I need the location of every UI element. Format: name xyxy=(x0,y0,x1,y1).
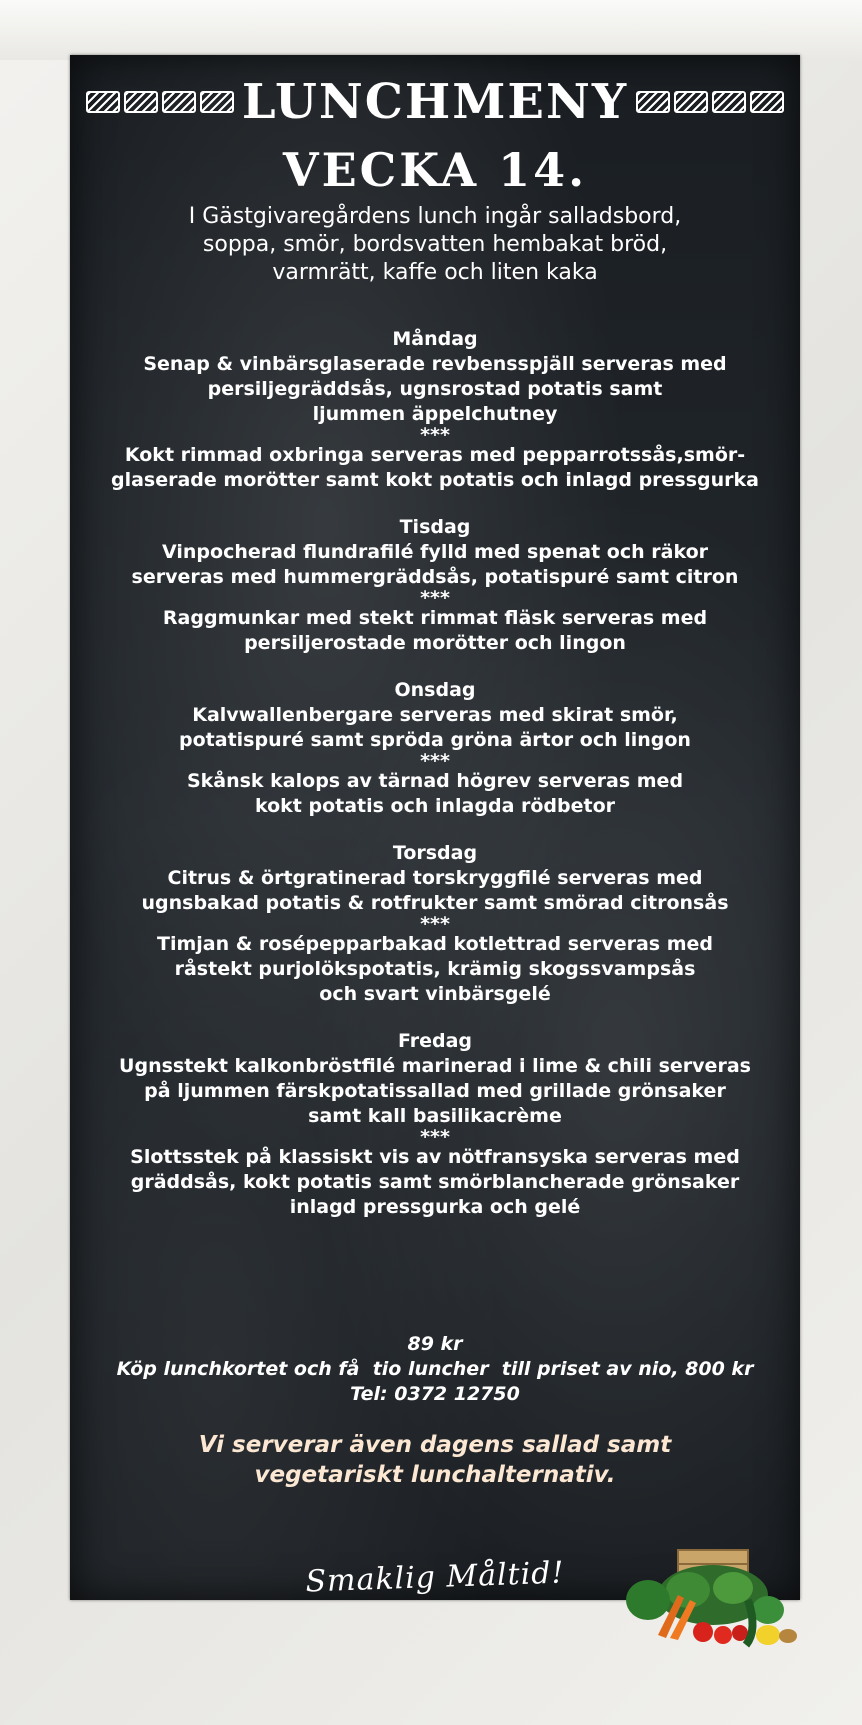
dish-line: Timjan & rosépepparbakad kotlettrad serveras med xyxy=(157,933,713,955)
dash-decoration xyxy=(712,91,746,113)
dash-decoration xyxy=(86,91,120,113)
dish-line: Kalvwallenbergare serveras med skirat smör, xyxy=(192,704,678,726)
dish-separator: *** xyxy=(420,750,450,772)
dish-separator: *** xyxy=(420,424,450,446)
dash-decoration xyxy=(750,91,784,113)
dash-decoration xyxy=(200,91,234,113)
dish-line: samt kall basilikacrème xyxy=(308,1105,562,1127)
day-name: Tisdag xyxy=(399,516,471,538)
dish-separator: *** xyxy=(420,1126,450,1148)
dish-line: gräddsås, kokt potatis samt smörblancherade grönsaker xyxy=(130,1171,740,1193)
dish-line: råstekt purjolökspotatis, krämig skogssvampsås xyxy=(174,958,696,980)
dish-line: kokt potatis och inlagda rödbetor xyxy=(254,795,616,817)
dish-line: potatispuré samt spröda gröna ärtor och lingon xyxy=(179,729,691,751)
intro-line: soppa, smör, bordsvatten hembakat bröd, xyxy=(202,232,668,257)
dish-line: persiljerostade morötter och lingon xyxy=(244,632,626,654)
day-name: Onsdag xyxy=(394,679,476,701)
price: 89 kr xyxy=(407,1333,463,1355)
extra-line: vegetariskt lunchalternativ. xyxy=(254,1462,616,1488)
intro-line: I Gästgivaregårdens lunch ingår salladsbord, xyxy=(188,204,682,229)
day-wednesday xyxy=(70,678,800,819)
dish-line: Raggmunkar med stekt rimmat fläsk serveras med xyxy=(162,607,708,629)
vegetable-basket-illustration xyxy=(618,1540,798,1650)
day-friday xyxy=(70,1029,800,1220)
dish-line: Slottsstek på klassiskt vis av nötfransyska serveras med xyxy=(130,1146,740,1168)
frame-top-shade xyxy=(0,0,862,60)
intro-text xyxy=(90,203,780,287)
dish-separator: *** xyxy=(420,913,450,935)
title-decoration-left xyxy=(86,91,234,113)
title-decoration-right xyxy=(636,91,784,113)
day-thursday xyxy=(70,841,800,1007)
pricing-info xyxy=(70,1332,800,1407)
dish-line: Citrus & örtgratinerad torskryggfilé serveras med xyxy=(167,867,703,889)
intro-line: varmrätt, kaffe och liten kaka xyxy=(272,260,598,285)
dash-decoration xyxy=(636,91,670,113)
day-tuesday xyxy=(70,515,800,656)
weekly-menu xyxy=(70,327,800,1242)
dish-line: persiljegräddsås, ugnsrostad potatis samt xyxy=(207,378,663,400)
dash-decoration xyxy=(124,91,158,113)
dish-separator: *** xyxy=(420,587,450,609)
day-name: Måndag xyxy=(392,328,478,350)
lunch-card-offer: Köp lunchkortet och få tio luncher till priset av nio, 800 kr xyxy=(116,1358,754,1380)
dish-line: och svart vinbärsgelé xyxy=(319,983,551,1005)
extra-line: Vi serverar även dagens sallad samt xyxy=(198,1432,672,1458)
dish-line: Kokt rimmad oxbringa serveras med pepparrotssås,smör- xyxy=(124,444,746,466)
phone-number: Tel: 0372 12750 xyxy=(350,1383,520,1405)
week-heading: VECKA 14. xyxy=(282,143,588,197)
closing-greeting: Smaklig Måltid! xyxy=(304,1555,566,1600)
dash-decoration xyxy=(162,91,196,113)
dish-line: serveras med hummergräddsås, potatispuré samt citron xyxy=(131,566,739,588)
title-row xyxy=(70,67,800,137)
day-name: Fredag xyxy=(397,1030,473,1052)
dish-line: ugnsbakad potatis & rotfrukter samt smörad citronsås xyxy=(141,892,729,914)
day-monday xyxy=(70,327,800,493)
chalkboard xyxy=(70,55,800,1600)
dish-line: inlagd pressgurka och gelé xyxy=(289,1196,581,1218)
page-title: LUNCHMENY xyxy=(241,74,629,130)
extra-offer xyxy=(70,1430,800,1490)
dash-decoration xyxy=(674,91,708,113)
dish-line: på ljummen färskpotatissallad med grillade grönsaker xyxy=(144,1080,726,1102)
dish-line: Ugnsstekt kalkonbröstfilé marinerad i lime & chili serveras xyxy=(119,1055,751,1077)
day-name: Torsdag xyxy=(392,842,478,864)
dish-line: Vinpocherad flundrafilé fylld med spenat och räkor xyxy=(162,541,708,563)
dish-line: ljummen äppelchutney xyxy=(312,403,558,425)
dish-line: Skånsk kalops av tärnad högrev serveras med xyxy=(186,770,684,792)
dish-line: glaserade morötter samt kokt potatis och inlagd pressgurka xyxy=(110,469,760,491)
dish-line: Senap & vinbärsglaserade revbensspjäll serveras med xyxy=(143,353,727,375)
